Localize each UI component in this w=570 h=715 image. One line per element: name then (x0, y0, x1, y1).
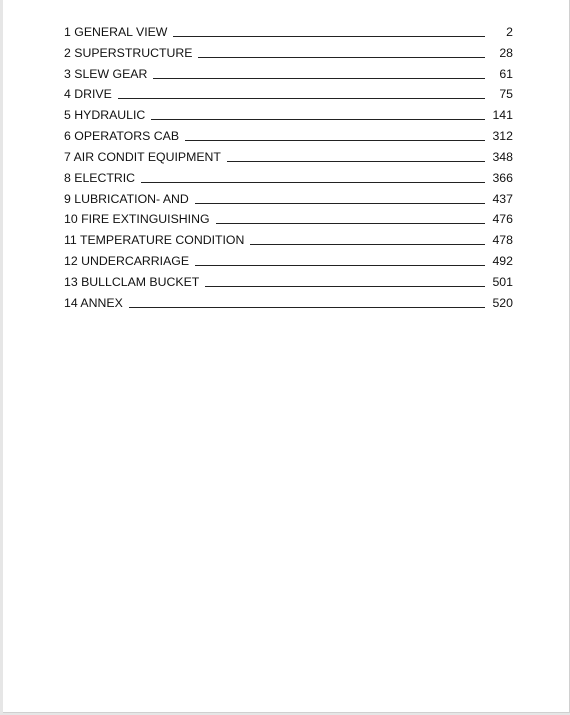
toc-entry-drive[interactable] (64, 84, 513, 105)
toc-entry-title: 10 FIRE EXTINGUISHING (64, 209, 216, 229)
toc-entry-page-number: 520 (488, 293, 513, 313)
toc-entry-title: 7 AIR CONDIT EQUIPMENT (64, 147, 227, 167)
toc-entry-title: 11 TEMPERATURE CONDITION (64, 230, 250, 250)
toc-entry-page-number: 141 (488, 105, 513, 125)
toc-entry-page-number: 2 (502, 22, 513, 42)
toc-entry-page-number: 348 (488, 147, 513, 167)
toc-entry-title: 5 HYDRAULIC (64, 105, 151, 125)
toc-entry-lubrication[interactable] (64, 189, 513, 210)
toc-entry-title: 3 SLEW GEAR (64, 64, 153, 84)
toc-entry-page-number: 492 (488, 251, 513, 271)
toc-entry-page-number: 61 (495, 64, 513, 84)
document-page (3, 0, 570, 713)
toc-entry-fire-extinguishing[interactable] (64, 209, 513, 230)
toc-entry-title: 12 UNDERCARRIAGE (64, 251, 195, 271)
toc-entry-electric[interactable] (64, 168, 513, 189)
toc-entry-page-number: 476 (488, 209, 513, 229)
toc-entry-page-number: 312 (488, 126, 513, 146)
toc-entry-bullclam-bucket[interactable] (64, 272, 513, 293)
toc-entry-superstructure[interactable] (64, 43, 513, 64)
toc-entry-page-number: 501 (488, 272, 513, 292)
table-of-contents (64, 22, 513, 314)
toc-entry-title: 6 OPERATORS CAB (64, 126, 185, 146)
toc-entry-hydraulic[interactable] (64, 105, 513, 126)
toc-entry-page-number: 75 (495, 84, 513, 104)
toc-entry-slew-gear[interactable] (64, 64, 513, 85)
toc-entry-title: 4 DRIVE (64, 84, 118, 104)
toc-entry-operators-cab[interactable] (64, 126, 513, 147)
toc-entry-title: 9 LUBRICATION- AND (64, 189, 195, 209)
toc-entry-page-number: 478 (488, 230, 513, 250)
toc-entry-annex[interactable] (64, 293, 513, 314)
dot-leader (64, 98, 485, 99)
toc-entry-temperature-condition[interactable] (64, 230, 513, 251)
toc-entry-general-view[interactable] (64, 22, 513, 43)
toc-entry-title: 14 ANNEX (64, 293, 129, 313)
toc-entry-title: 1 GENERAL VIEW (64, 22, 173, 42)
toc-entry-page-number: 437 (488, 189, 513, 209)
toc-entry-title: 8 ELECTRIC (64, 168, 141, 188)
toc-entry-page-number: 28 (495, 43, 513, 63)
toc-entry-air-condit-equipment[interactable] (64, 147, 513, 168)
toc-entry-title: 2 SUPERSTRUCTURE (64, 43, 198, 63)
toc-entry-title: 13 BULLCLAM BUCKET (64, 272, 205, 292)
toc-entry-undercarriage[interactable] (64, 251, 513, 272)
toc-entry-page-number: 366 (488, 168, 513, 188)
